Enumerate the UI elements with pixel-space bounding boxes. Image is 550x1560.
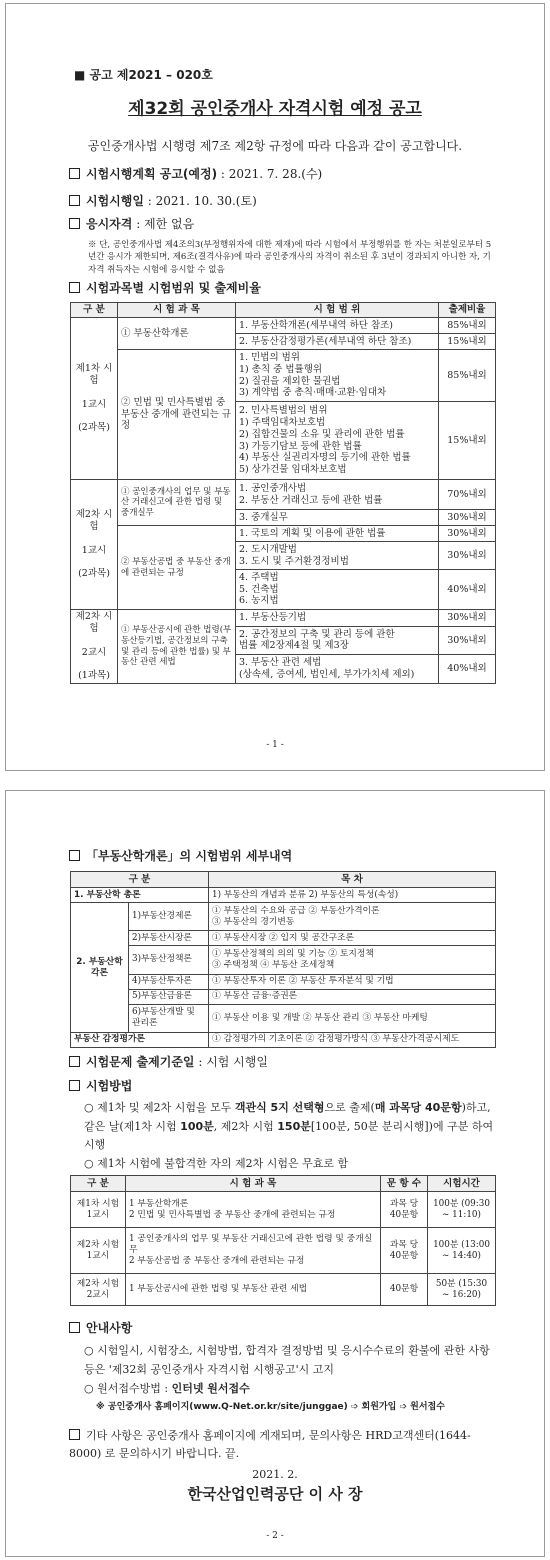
- section-criteria: [69, 1055, 268, 1070]
- etc-text: 기타 사항은 공인중개사 홈페이지에 게재되며, 문의사항은 HRD고객센터(1644-8000) 로 문의하시기 바랍니다. 끝.: [69, 1429, 471, 1461]
- ratio-cell: 70%내외: [439, 480, 496, 510]
- range-line: 1. 공인중개사법: [239, 482, 307, 494]
- checkbox-square-icon: [69, 1429, 80, 1440]
- detail-content-cell: [209, 903, 496, 931]
- range-line: 3. 부동산 관련 세법: [239, 657, 322, 669]
- date-label: 시험시행일: [86, 194, 144, 208]
- guide-paragraph-2: [84, 1380, 496, 1399]
- col-header: 구 분: [71, 1176, 126, 1192]
- ratio-cell: 40%내외: [439, 570, 496, 610]
- col-header: 문 항 수: [381, 1176, 428, 1192]
- detail-sub-cell: 2)부동산시장론: [129, 931, 209, 946]
- col-header: 시 험 과 목: [126, 1176, 381, 1192]
- ratio-cell: 30%내외: [439, 526, 496, 542]
- group-period: 1교시: [81, 544, 107, 556]
- method-text: [100분, 50분 분리시행])에 구분 하여 시행: [84, 1119, 494, 1152]
- plan-label: 시험시행계획 공고(예정): [86, 167, 218, 181]
- detail-sub-cell: 5)부동산금융론: [129, 989, 209, 1004]
- range-cell: 2. 부동산감정평가론(세부내역 하단 참조): [236, 334, 439, 350]
- section-plan: [69, 167, 322, 182]
- col-header: 시 험 범 위: [236, 303, 439, 318]
- scope-table: [70, 302, 495, 682]
- method-emphasis: 객관식 5지 선택형: [234, 1101, 325, 1114]
- col-header: 구 분: [71, 303, 118, 318]
- range-cell: [236, 655, 439, 684]
- ratio-cell: 30%내외: [439, 542, 496, 570]
- range-line: 4. 주택법: [239, 571, 279, 583]
- qual-value: : 제한 없음: [132, 217, 195, 231]
- method-text: , 제2차 시험: [213, 1119, 278, 1133]
- range-cell: [236, 626, 439, 655]
- ratio-cell: 30%내외: [439, 626, 496, 655]
- detail-name-cell: 1. 부동산학 총론: [71, 888, 209, 903]
- ratio-cell: 15%내외: [439, 334, 496, 350]
- page-number: - 2 -: [266, 1531, 284, 1541]
- schedule-group-cell: 제1차 시험 1교시: [71, 1192, 126, 1228]
- col-header: 목 차: [209, 872, 496, 888]
- ratio-cell: 85%내외: [439, 350, 496, 402]
- plan-value: : 2021. 7. 28.(수): [217, 167, 323, 181]
- detail-content-cell: ① 부동산투자 이론 ② 부동산 투자분석 및 기법: [209, 974, 496, 989]
- range-line: (상속세, 증여세, 법인세, 부가가치세 제외): [239, 669, 415, 681]
- detail-name-cell: 2. 부동산학 각론: [71, 903, 129, 1033]
- method-paragraph-2: ○ 제1차 시험에 불합격한 자의 제2차 시험은 무효로 함: [84, 1157, 349, 1170]
- checkbox-square-icon: [69, 282, 80, 293]
- range-cell: [236, 570, 439, 610]
- col-header: 출제비율: [439, 303, 496, 318]
- guide-text: ○ 원서접수방법 :: [84, 1382, 172, 1395]
- checkbox-square-icon: [69, 218, 80, 229]
- range-cell: [236, 542, 439, 570]
- subject-cell: ① 부동산학개론: [118, 318, 236, 350]
- schedule-subject: 2 민법 및 민사특별법 중 부동산 중개에 관련되는 규정: [129, 1209, 336, 1220]
- group-period: 1교시: [81, 398, 107, 410]
- detail-content-cell: [209, 946, 496, 974]
- schedule-time-cell: 50분 (15:30 ~ 16:20): [428, 1274, 496, 1306]
- col-header: 시 험 과 목: [118, 303, 236, 318]
- notice-number: ■ 공고 제2021 – 020호: [74, 68, 213, 82]
- group-count: (1과목): [78, 670, 110, 682]
- range-cell: 1. 부동산학개론(세부내역 하단 참조): [236, 318, 439, 334]
- detail-content-cell: 1) 부동산의 개념과 분류 2) 부동산의 특성(속성): [209, 888, 496, 903]
- section-qualification: [69, 217, 194, 232]
- schedule-subject: 1 공인중개사의 업무 및 부동산 거래신고에 관한 법령 및 중개실무: [129, 1234, 373, 1255]
- detail-content-cell: ① 감정평가의 기초이론 ② 감정평가방식 ③ 부동산가격공시제도: [209, 1032, 496, 1047]
- group-count: (2과목): [78, 568, 110, 580]
- range-line: 1. 민법의 범위: [239, 351, 300, 363]
- method-emphasis: 100분: [180, 1119, 214, 1133]
- checkbox-square-icon: [69, 850, 80, 861]
- page-2: [5, 790, 545, 1557]
- detail-content-cell: ① 부동산 금융·증권론: [209, 989, 496, 1004]
- range-line: 2. 부동산 거래신고 등에 관한 법률: [239, 494, 383, 506]
- schedule-subject-cell: [126, 1228, 381, 1274]
- page-1: [5, 3, 545, 771]
- method-paragraph-1: [84, 1099, 496, 1155]
- checkbox-square-icon: [69, 195, 80, 206]
- ratio-cell: 85%내외: [439, 318, 496, 334]
- ratio-cell: 15%내외: [439, 402, 496, 480]
- signer: 한국산업인력공단 이 사 장: [187, 1485, 363, 1503]
- range-cell: [236, 402, 439, 480]
- range-line: 1) 총칙 중 법률행위: [239, 363, 323, 375]
- subject-cell: ① 공인중개사의 업무 및 부동산 거래신고에 관한 법령 및 중개실무: [118, 480, 236, 526]
- range-line: 2) 질권을 제외한 물권법: [239, 375, 341, 387]
- range-line: 3) 가등기담보 등에 관한 법률: [239, 440, 362, 452]
- subject-cell: ① 부동산공시에 관한 법령(부동산등기법, 공간정보의 구축 및 관리 등에 관한 법률) 및 부동산 관련 세법: [118, 610, 236, 684]
- range-line: 4) 부동산 실권리자명의 등기에 관한 법률: [239, 452, 411, 464]
- detail-sub-cell: 4)부동산투자론: [129, 974, 209, 989]
- checkbox-square-icon: [69, 1322, 80, 1333]
- detail-item: ① 부동산의 수요와 공급 ② 부동산가격이론: [212, 905, 380, 916]
- range-cell: 1. 부동산등기법: [236, 610, 439, 627]
- schedule-time-cell: 100분 (09:30 ~ 11:10): [428, 1192, 496, 1228]
- subject-cell: ② 부동산공법 중 부동산 중개에 관련되는 규정: [118, 526, 236, 610]
- group-period: 2교시: [81, 646, 107, 658]
- range-cell: 3. 중개실무: [236, 510, 439, 526]
- detail-sub-cell: 3)부동산정책론: [129, 946, 209, 974]
- range-line: 3. 도시 및 주거환경정비법: [239, 555, 349, 567]
- group-count: (2과목): [78, 422, 110, 434]
- section-method: [69, 1079, 132, 1094]
- checkbox-square-icon: [69, 1056, 80, 1067]
- group-name: 제2차 시 험: [75, 508, 113, 532]
- scope-label: 시험과목별 시험범위 및 출제비율: [86, 281, 261, 295]
- group-name: 제2차 시 험: [75, 611, 113, 634]
- section-scope: [69, 281, 261, 296]
- schedule-subject: 1 부동산학개론: [129, 1198, 189, 1209]
- notice-title: 제32회 공인중개사 자격시험 예정 공고: [128, 99, 422, 119]
- method-text: ○ 제1차 및 제2차 시험을 모두: [84, 1101, 235, 1114]
- range-line: 2. 공간정보의 구축 및 관리 등에 관한: [239, 628, 395, 640]
- detail-name-cell: 부동산 감정평가론: [71, 1032, 209, 1047]
- ratio-cell: 30%내외: [439, 610, 496, 627]
- group-name: 제1차 시 험: [75, 362, 113, 386]
- detail-item: ③ 주택정책 ④ 부동산 조세정책: [212, 959, 335, 970]
- guide-paragraph-1: ○ 시험일시, 시험장소, 시험방법, 합격자 결정방법 및 응시수수료의 환불에 관한 사항 등은 '제32회 공인중개사 자격시험 시행공고'시 고지: [84, 1344, 490, 1376]
- guide-paragraph-3: ※ 공인중개사 홈페이지(www.Q-Net.or.kr/site/junggae) ➩ 회원가입 ➩ 원서접수: [96, 1402, 445, 1412]
- schedule-count-cell: 40문항: [381, 1274, 428, 1306]
- group-cell: [71, 318, 118, 480]
- range-line: 2) 집합건물의 소유 및 관리에 관한 법률: [239, 428, 405, 440]
- detail-sub-cell: 1)부동산경제론: [129, 903, 209, 931]
- schedule-time-cell: 100분 (13:00 ~ 14:40): [428, 1228, 496, 1274]
- detail-table: [70, 871, 495, 1048]
- group-cell: [71, 610, 118, 684]
- detail-label: 「부동산학개론」의 시험범위 세부내역: [86, 849, 293, 863]
- detail-content-cell: ① 부동산 이용 및 개발 ② 부동산 관리 ③ 부동산 마케팅: [209, 1004, 496, 1032]
- range-line: 5) 상가건물 임대차보호법: [239, 464, 347, 476]
- checkbox-square-icon: [69, 1080, 80, 1091]
- method-text: 으로 출제(: [324, 1101, 375, 1114]
- schedule-subject: 2 부동산공법 중 부동산 중개에 관련되는 규정: [129, 1255, 305, 1266]
- method-emphasis: 150분: [277, 1119, 311, 1133]
- guide-label: 안내사항: [86, 1321, 133, 1335]
- schedule-group-cell: 제2차 시험 1교시: [71, 1228, 126, 1274]
- col-header: 시험시간: [428, 1176, 496, 1192]
- detail-item: ① 부동산정책의 의의 및 기능 ② 토지정책: [212, 948, 374, 959]
- range-line: 6. 농지법: [239, 595, 279, 607]
- detail-item: ③ 부동산의 경기변동: [212, 916, 295, 927]
- criteria-label: 시험문제 출제기준일: [86, 1055, 195, 1069]
- date-value: : 2021. 10. 30.(토): [143, 194, 257, 208]
- range-cell: [236, 480, 439, 510]
- range-line: 5. 건축법: [239, 583, 279, 595]
- range-cell: [236, 350, 439, 402]
- qualification-note: ※ 단, 공인중개사법 제4조의3(부정행위자에 대한 제재)에 따라 시험에서 부정행위를 한 자는 처분일로부터 5년간 응시가 제한되며, 제6조(결격사유)에 따라 공인중개사의 자격이 취소된 후 3년이 경과되지 아니한 자, 기자격 취득자는 시험에 응시할 수 없음: [88, 240, 492, 275]
- method-label: 시험방법: [86, 1079, 133, 1093]
- etc-paragraph: [69, 1427, 494, 1463]
- range-line: 법률 제2장제4절 및 제3장: [239, 640, 349, 652]
- intro-text: 공인중개사법 시행령 제7조 제2항 규정에 따라 다음과 같이 공고합니다.: [87, 139, 463, 153]
- schedule-subject-cell: [126, 1192, 381, 1228]
- ratio-cell: 40%내외: [439, 655, 496, 684]
- col-header: 구 분: [71, 872, 209, 888]
- section-detail: [69, 849, 292, 864]
- range-line: 2. 민사특별법의 범위: [239, 404, 328, 416]
- qual-label: 응시자격: [86, 217, 133, 231]
- range-line: 1) 주택임대차보호법: [239, 416, 326, 428]
- schedule-table: [70, 1175, 495, 1305]
- range-line: 3) 계약법 중 총칙·매매·교환·임대차: [239, 387, 387, 399]
- section-date: [69, 194, 257, 209]
- criteria-value: : 시험 시행일: [194, 1055, 268, 1069]
- detail-content-cell: ① 부동산시장 ② 입지 및 공간구조론: [209, 931, 496, 946]
- section-guide: [69, 1321, 132, 1336]
- guide-emphasis: 인터넷 원서접수: [171, 1382, 250, 1395]
- checkbox-square-icon: [69, 168, 80, 179]
- ratio-cell: 30%내외: [439, 510, 496, 526]
- detail-sub-cell: 6)부동산개발 및 관리론: [129, 1004, 209, 1032]
- range-line: 2. 도시개발법: [239, 543, 297, 555]
- schedule-count-cell: 과목 당 40문항: [381, 1228, 428, 1274]
- group-cell: [71, 480, 118, 610]
- schedule-group-cell: 제2차 시험 2교시: [71, 1274, 126, 1306]
- notice-date: 2021. 2.: [252, 1468, 298, 1481]
- schedule-subject-cell: 1 부동산공시에 관한 법령 및 부동산 관련 세법: [126, 1274, 381, 1306]
- method-text: )하고, 같은 날(제1차 시험: [84, 1101, 491, 1133]
- subject-cell: ② 민법 및 민사특별법 중 부동산 중개에 관련되는 규정: [118, 350, 236, 480]
- method-emphasis: 매 과목당 40문항: [374, 1101, 462, 1114]
- range-cell: 1. 국토의 계획 및 이용에 관한 법률: [236, 526, 439, 542]
- page-number: - 1 -: [266, 740, 284, 750]
- schedule-count-cell: 과목 당 40문항: [381, 1192, 428, 1228]
